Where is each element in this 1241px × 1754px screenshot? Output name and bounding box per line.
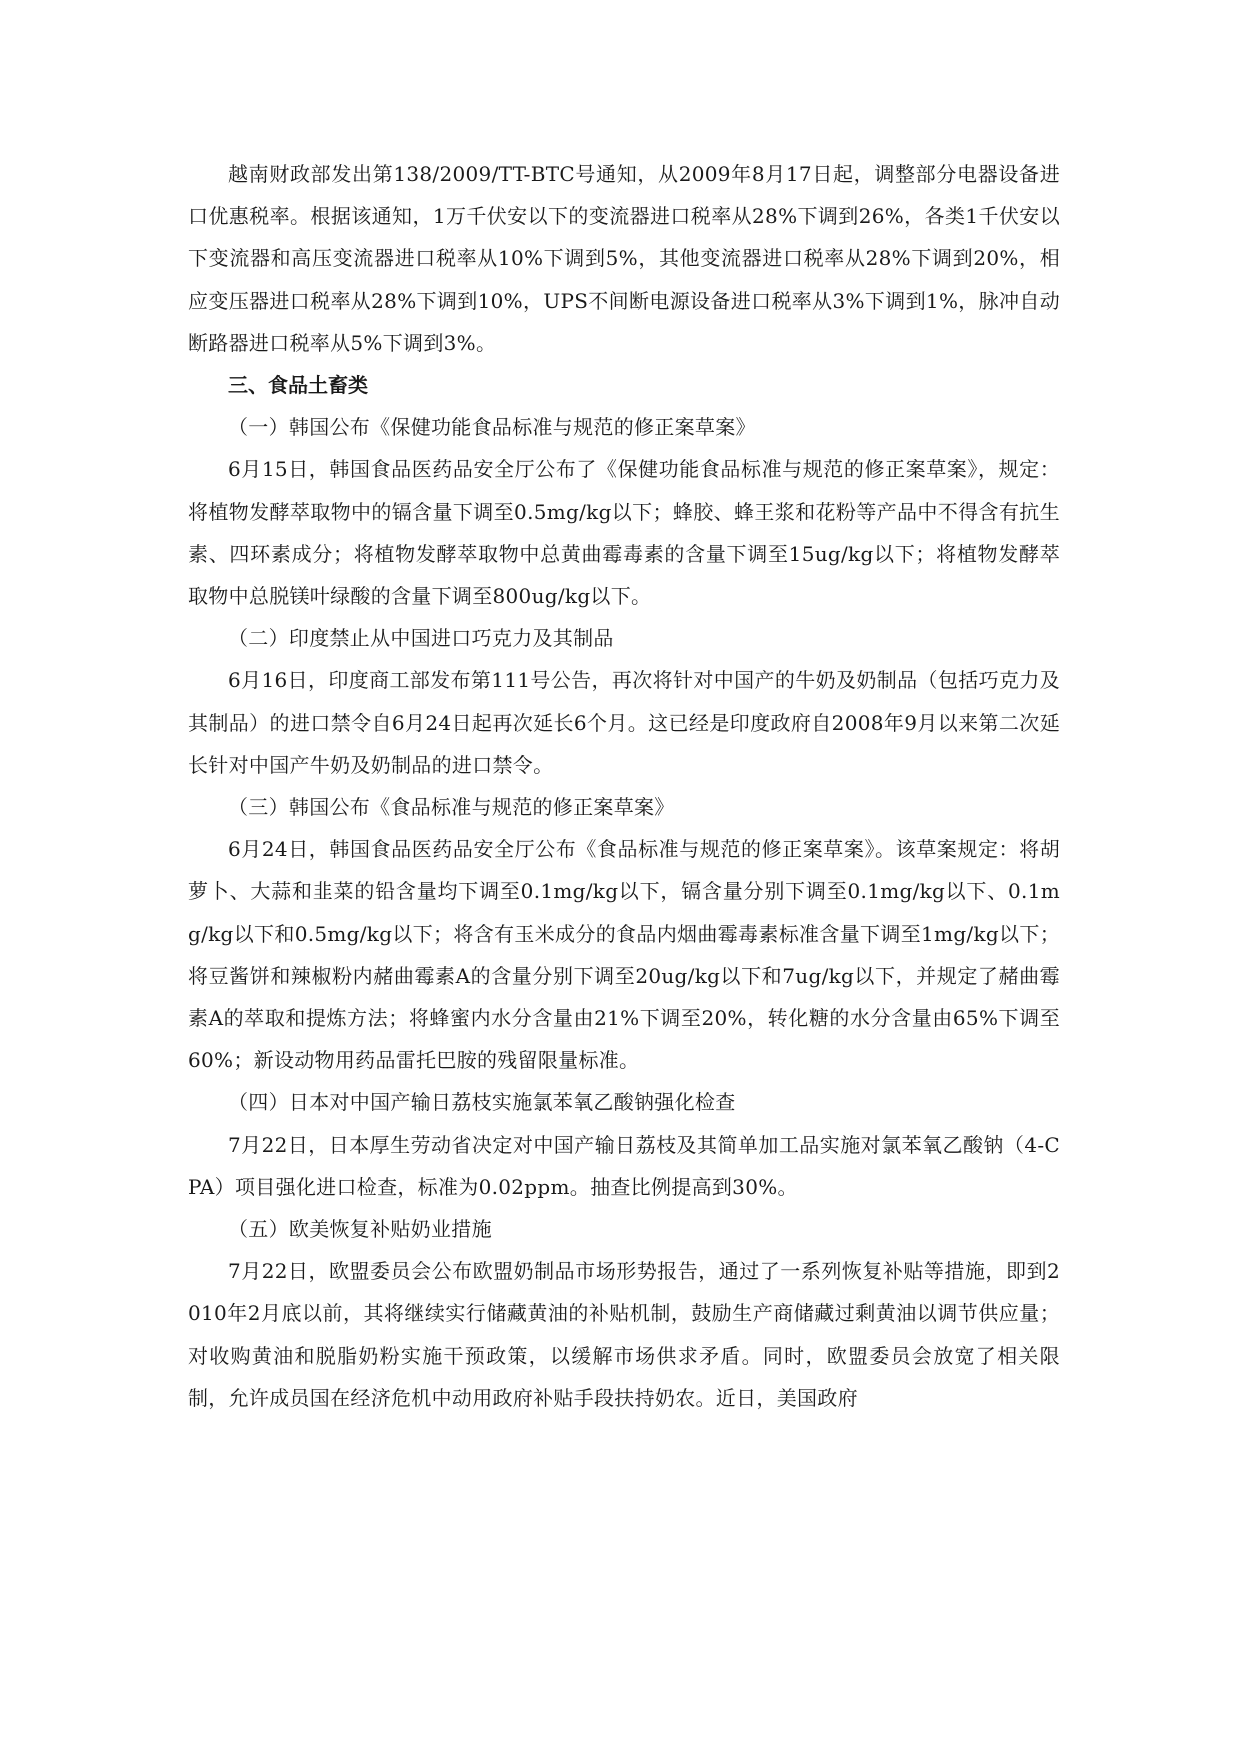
paragraph-japan-lychee: 7月22日，日本厚生劳动省决定对中国产输日荔枝及其简单加工品实施对氯苯氧乙酸钠（4-CPA）项目强化进口检查，标准为0.02ppm。抽查比例提高到30%。 [188, 1132, 1060, 1199]
subheading-japan-lychee: （四）日本对中国产输日荔枝实施氯苯氧乙酸钠强化检查 [228, 1090, 736, 1115]
paragraph-vietnam-tariff: 越南财政部发出第138/2009/TT-BTC号通知，从2009年8月17日起，调整部分电器设备进口优惠税率。根据该通知，1万千伏安以下的变流器进口税率从28%下调到26%，各类1千伏安以下变流器和高压变流器进口税率从10%下调到5%，其他变流器进口税率从28%下调到20%，相应变压器进口税率从28%下调到10%，UPS不间断电源设备进口税率从3%下调到1%，脉冲自动断路器进口税率从5%下调到3%。 [188, 162, 1060, 355]
paragraph-india-ban: 6月16日，印度商工部发布第111号公告，再次将针对中国产的牛奶及奶制品（包括巧克力及其制品）的进口禁令自6月24日起再次延长6个月。这已经是印度政府自2008年9月以来第二次延长针对中国产牛奶及奶制品的进口禁令。 [188, 668, 1060, 777]
subheading-korea-health-food: （一）韩国公布《保健功能食品标准与规范的修正案草案》 [228, 415, 756, 440]
subheading-eu-us-dairy: （五）欧美恢复补贴奶业措施 [228, 1217, 492, 1242]
paragraph-korea-health-food: 6月15日，韩国食品医药品安全厅公布了《保健功能食品标准与规范的修正案草案》，规定：将植物发酵萃取物中的镉含量下调至0.5mg/kg以下；蜂胶、蜂王浆和花粉等产品中不得含有抗生素、四环素成分；将植物发酵萃取物中总黄曲霉毒素的含量下调至15ug/kg以下；将植物发酵萃取物中总脱镁叶绿酸的含量下调至800ug/kg以下。 [188, 457, 1060, 609]
subheading-korea-food-standards: （三）韩国公布《食品标准与规范的修正案草案》 [228, 795, 675, 820]
paragraph-eu-us-dairy: 7月22日，欧盟委员会公布欧盟奶制品市场形势报告，通过了一系列恢复补贴等措施，即到2010年2月底以前，其将继续实行储藏黄油的补贴机制，鼓励生产商储藏过剩黄油以调节供应量；对收购黄油和脱脂奶粉实施干预政策，以缓解市场供求矛盾。同时，欧盟委员会放宽了相关限制，允许成员国在经济危机中动用政府补贴手段扶持奶农。近日，美国政府 [188, 1259, 1060, 1410]
section-heading-food: 三、食品土畜类 [228, 373, 368, 398]
document-body [188, 153, 1060, 1419]
paragraph-korea-food-standards: 6月24日，韩国食品医药品安全厅公布《食品标准与规范的修正案草案》。该草案规定：将胡萝卜、大蒜和韭菜的铅含量均下调至0.1mg/kg以下，镉含量分别下调至0.1mg/kg以下、0.1mg/kg以下和0.5mg/kg以下；将含有玉米成分的食品内烟曲霉毒素标准含量下调至1mg/kg以下；将豆酱饼和辣椒粉内赭曲霉素A的含量分别下调至20ug/kg以下和7ug/kg以下，并规定了赭曲霉素A的萃取和提炼方法；将蜂蜜内水分含量由21%下调至20%，转化糖的水分含量由65%下调至60%；新设动物用药品雷托巴胺的残留限量标准。 [188, 837, 1060, 1073]
subheading-india-ban: （二）印度禁止从中国进口巧克力及其制品 [228, 626, 614, 651]
